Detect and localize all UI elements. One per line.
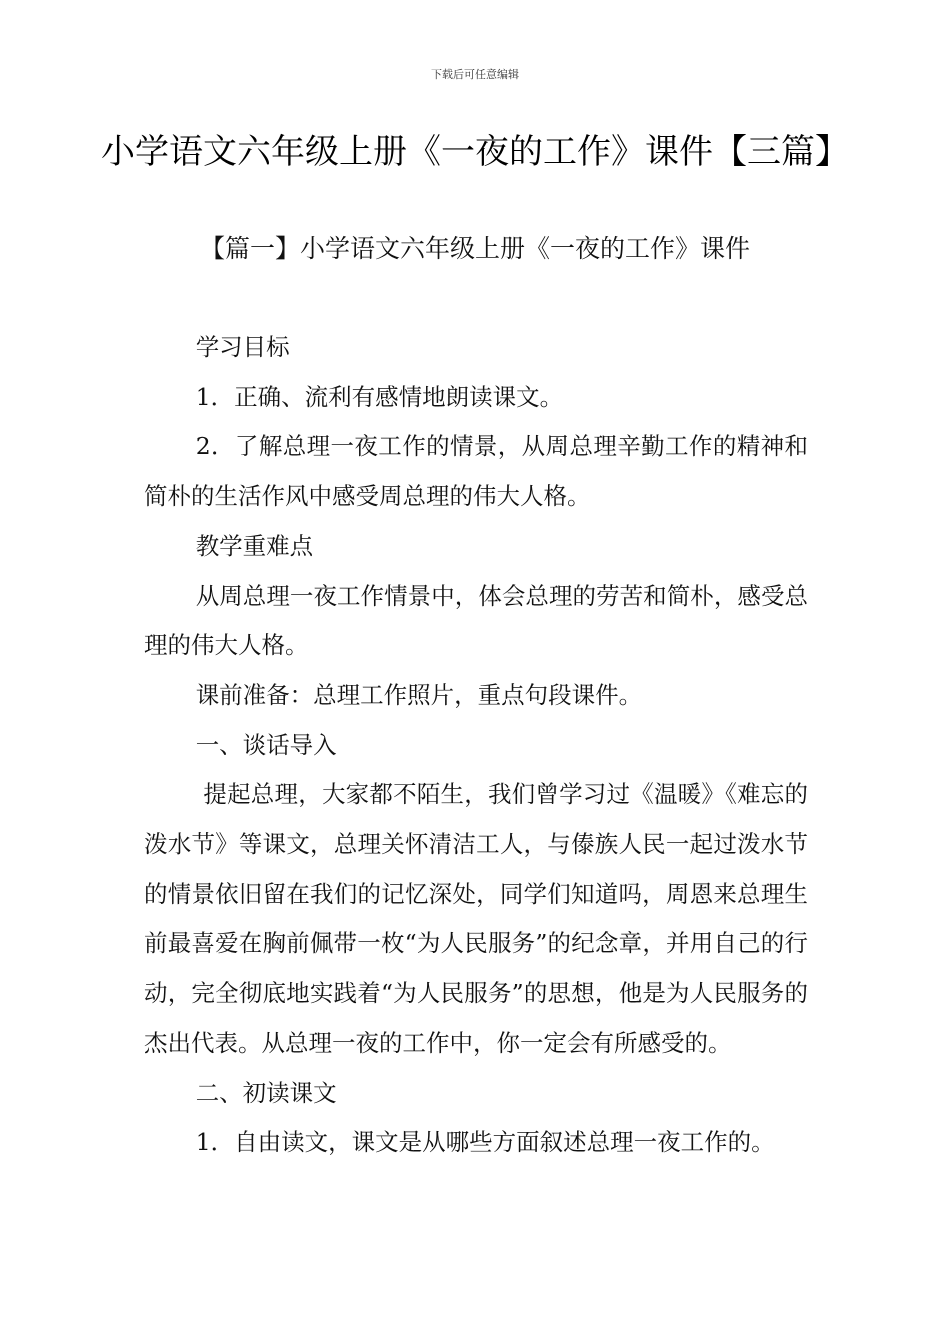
preparation-text: 课前准备：总理工作照片，重点句段课件。 bbox=[195, 680, 643, 709]
section-subtitle: 【篇一】小学语文六年级上册《一夜的工作》课件 bbox=[199, 234, 750, 263]
introduction-text: 提起总理，大家都不陌生，我们曾学习过《温暖》《难忘的泼水节》等课文，总理关怀清洁工人，与傣族人民一起过泼水节的情景依旧留在我们的记忆深处，同学们知道吗，周恩来总理生前最喜爱在胸前佩带一枚“为人民服务”的纪念章，并用自己的行动，完全彻底地实践着“为人民服务”的思想，他是为人民服务的杰出代表。从总理一夜的工作中，你一定会有所感受的。 bbox=[144, 780, 808, 1057]
heading-first-reading: 二、初读课文 bbox=[195, 1078, 337, 1107]
goal-item-1: 1．正确、流利有感情地朗读课文。 bbox=[195, 382, 564, 411]
key-difficulties-text: 从周总理一夜工作情景中，体会总理的劳苦和简朴，感受总理的伟大人格。 bbox=[144, 581, 808, 660]
first-reading-item-1: 1．自由读文，课文是从哪些方面叙述总理一夜工作的。 bbox=[195, 1128, 775, 1157]
heading-learning-goals: 学习目标 bbox=[195, 333, 290, 361]
document-title: 小学语文六年级上册《一夜的工作》课件【三篇】 bbox=[101, 132, 849, 172]
heading-introduction: 一、谈话导入 bbox=[195, 730, 337, 759]
heading-key-difficulties: 教学重难点 bbox=[195, 531, 314, 560]
goal-item-2: 2．了解总理一夜工作的情景，从周总理辛勤工作的精神和简朴的生活作风中感受周总理的伟大人格。 bbox=[144, 432, 808, 511]
document-body bbox=[144, 323, 808, 1168]
header-note: 下载后可任意编辑 bbox=[431, 68, 519, 81]
